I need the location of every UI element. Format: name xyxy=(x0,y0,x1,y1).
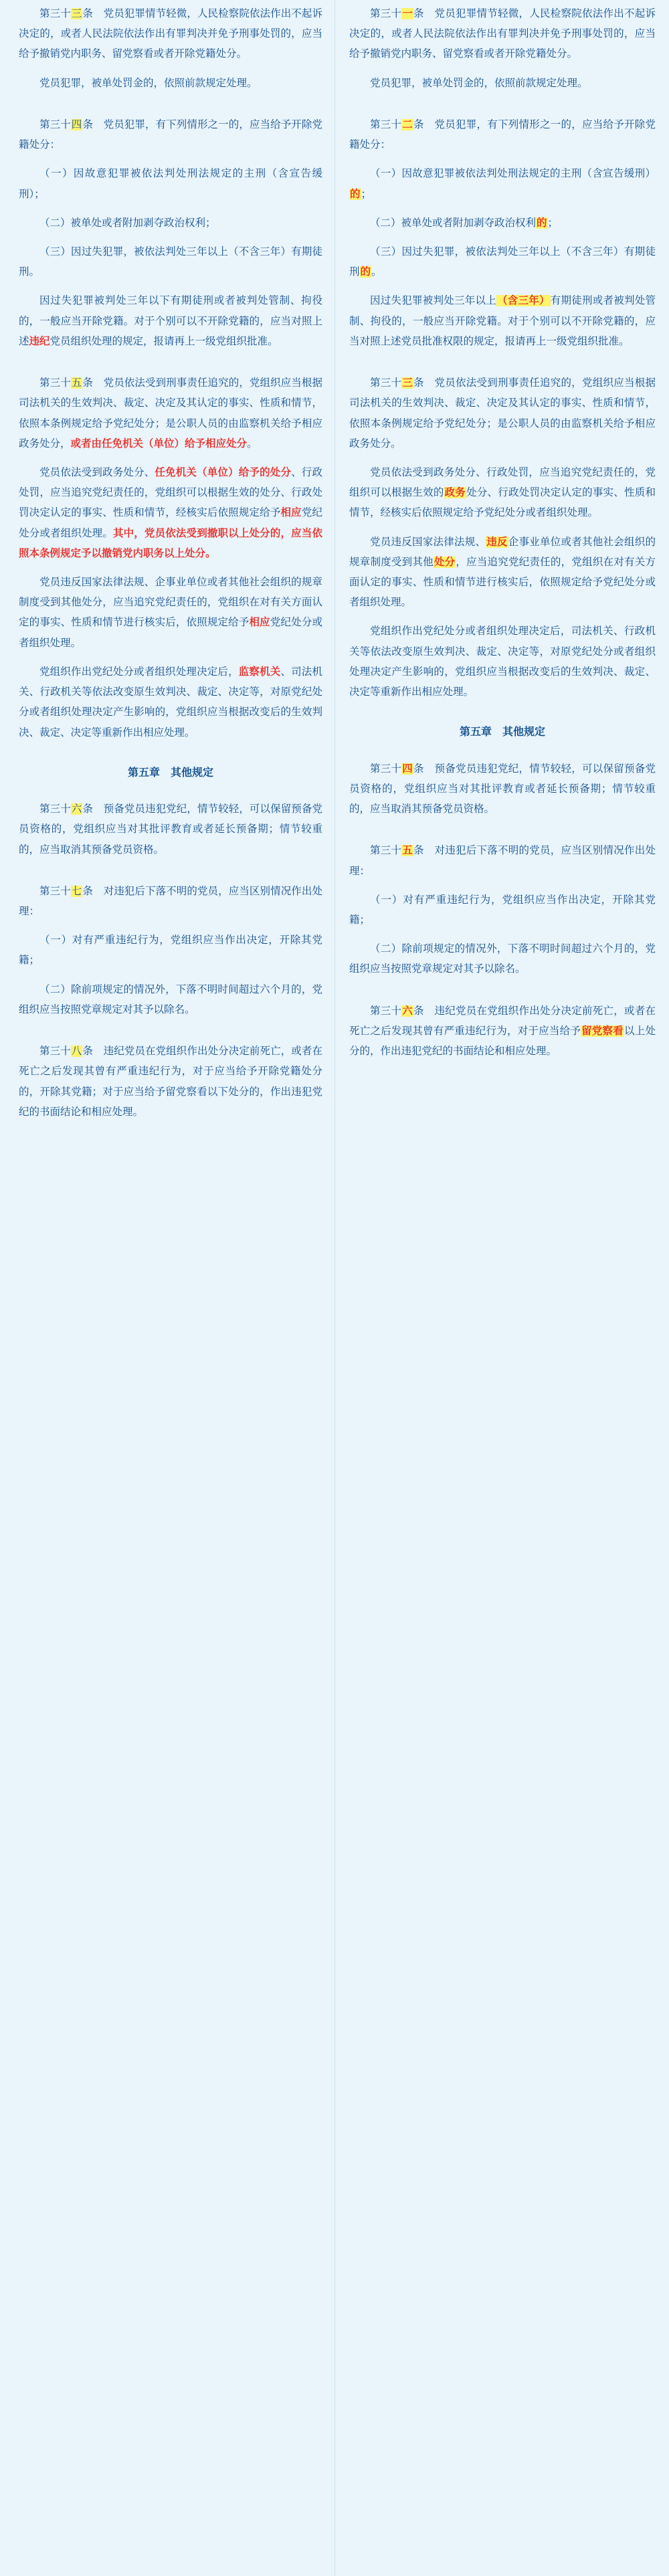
article-37-item-1: （一）对有严重违纪行为，党组织应当作出决定，开除其党籍； xyxy=(19,934,322,967)
article-33r-para-1: 第三十三条 党员依法受到刑事责任追究的，党组织应当根据司法机关的生效判决、裁定、决定及其认定的事实、性质和情节，依照本条例规定给予党纪处分；是公职人员的由监察机关给予相应政务处分。 xyxy=(349,377,656,450)
article-37-para-1: 第三十七条 对违犯后下落不明的党员，应当区别情况作出处理： xyxy=(19,885,322,918)
article-36r-para-1: 第三十六条 违纪党员在党组织作出处分决定前死亡，或者在死亡之后发现其曾有严重违纪行为，对于应当给予留党察看以上处分的，作出违犯党纪的书面结论和相应处理。 xyxy=(349,1005,656,1058)
article-32-item-2: （二）被单处或者附加剥夺政治权利的； xyxy=(370,217,559,229)
article-35r-item-1: （一）对有严重违纪行为，党组织应当作出决定，开除其党籍； xyxy=(349,894,656,926)
article-35r-para-1: 第三十五条 对违犯后下落不明的党员，应当区别情况作出处理： xyxy=(349,845,656,877)
article-35-left xyxy=(19,369,322,743)
article-34-item-1: （一）因故意犯罪被依法判处刑法规定的主刑（含宣告缓刑）； xyxy=(19,168,322,200)
article-32-para-1: 第三十二条 党员犯罪，有下列情形之一的，应当给予开除党籍处分： xyxy=(349,118,656,151)
article-38-para-1: 第三十八条 违纪党员在党组织作出处分决定前死亡，或者在死亡之后发现其曾有严重违纪行为，对于应当给予开除党籍处分的，开除其党籍；对于应当给予留党察看以下处分的，作出违犯党纪的书面结论和相应处理。 xyxy=(19,1046,322,1118)
article-37-item-2: （二）除前项规定的情况外，下落不明时间超过六个月的，党组织应当按照党章规定对其予以除名。 xyxy=(19,983,322,1015)
article-35-para-4: 党组织作出党纪处分或者组织处理决定后，监察机关、司法机关、行政机关等依法改变原生效判决、裁定、决定等，对原党纪处分或者组织处理决定产生影响的，党组织应当根据改变后的生效判决、裁定、决定等重新作出相应处理。 xyxy=(19,666,322,738)
article-38-left xyxy=(19,1037,322,1122)
article-35-para-1: 第三十五条 党员依法受到刑事责任追究的，党组织应当根据司法机关的生效判决、裁定、决定及其认定的事实、性质和情节，依照本条例规定给予党纪处分；是公职人员的由监察机关给予相应政务处分，或者由任免机关（单位）给予相应处分。 xyxy=(19,377,322,450)
left-column-new-regulation xyxy=(0,0,334,1131)
article-31-para-2: 党员犯罪，被单处罚金的，依照前款规定处理。 xyxy=(370,77,588,89)
article-35-para-2: 党员依法受到政务处分、任免机关（单位）给予的处分、行政处罚，应当追究党纪责任的，党组织可以根据生效的处分、行政处罚决定认定的事实、性质和情节，经核实后依照规定给予相应党纪处分或者组织处理。其中，党员依法受到撤职以上处分的，应当依照本条例规定予以撤销党内职务以上处分。 xyxy=(19,466,322,559)
article-33-para-2: 党员犯罪，被单处罚金的，依照前款规定处理。 xyxy=(39,77,258,89)
article-31-para-1: 第三十一条 党员犯罪情节轻微，人民检察院依法作出不起诉决定的，或者人民法院依法作出有罪判决并免予刑事处罚的，应当给予撤销党内职务、留党察看或者开除党籍处分。 xyxy=(349,8,656,60)
article-35-para-3: 党员违反国家法律法规、企事业单位或者其他社会组织的规章制度受到其他处分，应当追究党纪责任的，党组织在对有关方面认定的事实、性质和情节进行核实后，依照规定给予相应党纪处分或者组织处理。 xyxy=(19,577,322,649)
article-34-right xyxy=(349,755,656,820)
article-35r-item-2: （二）除前项规定的情况外，下落不明时间超过六个月的，党组织应当按照党章规定对其予以除名。 xyxy=(349,943,656,975)
article-34-item-2: （二）被单处或者附加剥夺政治权利； xyxy=(39,217,216,229)
article-36-left xyxy=(19,795,322,860)
article-36-right xyxy=(349,997,656,1062)
right-column-old-regulation xyxy=(334,0,669,1131)
article-31-right xyxy=(349,0,656,94)
chapter-heading-right: 第五章 其他规定 xyxy=(459,726,545,738)
article-33r-para-2: 党员依法受到政务处分、行政处罚，应当追究党纪责任的，党组织可以根据生效的政务处分、行政处罚决定认定的事实、性质和情节，经核实后依照规定给予党纪处分或者组织处理。 xyxy=(349,466,656,519)
article-33r-para-4: 党组织作出党纪处分或者组织处理决定后，司法机关、行政机关等依法改变原生效判决、裁定、决定等，对原党纪处分或者组织处理决定产生影响的，党组织应当根据改变后的生效判决、裁定、决定等重新作出相应处理。 xyxy=(349,625,656,698)
article-32-para-2: 因过失犯罪被判处三年以上（含三年）有期徒刑或者被判处管制、拘役的，一般应当开除党籍。对于个别可以不开除党籍的，应当对照上述党员批准权限的规定，报请再上一级党组织批准。 xyxy=(349,295,656,347)
article-33r-para-3: 党员违反国家法律法规、违反企事业单位或者其他社会组织的规章制度受到其他处分，应当追究党纪责任的，党组织在对有关方面认定的事实、性质和情节进行核实后，依照规定给予党纪处分或者组织处理。 xyxy=(349,536,656,609)
article-33-left xyxy=(19,0,322,94)
column-divider xyxy=(334,0,335,2576)
article-34r-para-1: 第三十四条 预备党员违犯党纪，情节较轻，可以保留预备党员资格的，党组织应当对其批评教育或者延长预备期；情节较重的，应当取消其预备党员资格。 xyxy=(349,763,656,815)
article-33-para-1: 第三十三条 党员犯罪情节轻微，人民检察院依法作出不起诉决定的，或者人民法院依法作出有罪判决并免予刑事处罚的，应当给予撤销党内职务、留党察看或者开除党籍处分。 xyxy=(19,8,322,60)
article-34-item-3: （三）因过失犯罪，被依法判处三年以上（不含三年）有期徒刑。 xyxy=(19,245,322,278)
article-36-para-1: 第三十六条 预备党员违犯党纪，情节较轻，可以保留预备党员资格的，党组织应当对其批评教育或者延长预备期；情节较重的，应当取消其预备党员资格。 xyxy=(19,803,322,856)
article-34-para-1: 第三十四条 党员犯罪，有下列情形之一的，应当给予开除党籍处分： xyxy=(19,118,322,151)
article-34-left xyxy=(19,111,322,352)
chapter-heading-left: 第五章 其他规定 xyxy=(127,767,213,779)
article-33-right xyxy=(349,369,656,702)
article-34-para-2: 因过失犯罪被判处三年以下有期徒刑或者被判处管制、拘役的，一般应当开除党籍。对于个别可以不开除党籍的，应当对照上述违纪党员组织处理的规定，报请再上一级党组织批准。 xyxy=(19,295,322,347)
article-37-left xyxy=(19,878,322,1020)
article-35-right xyxy=(349,837,656,979)
article-32-right xyxy=(349,111,656,352)
article-32-item-1: （一）因故意犯罪被依法判处刑法规定的主刑（含宣告缓刑）的； xyxy=(350,168,656,200)
article-32-item-3: （三）因过失犯罪，被依法判处三年以上（不含三年）有期徒刑的。 xyxy=(349,245,656,278)
